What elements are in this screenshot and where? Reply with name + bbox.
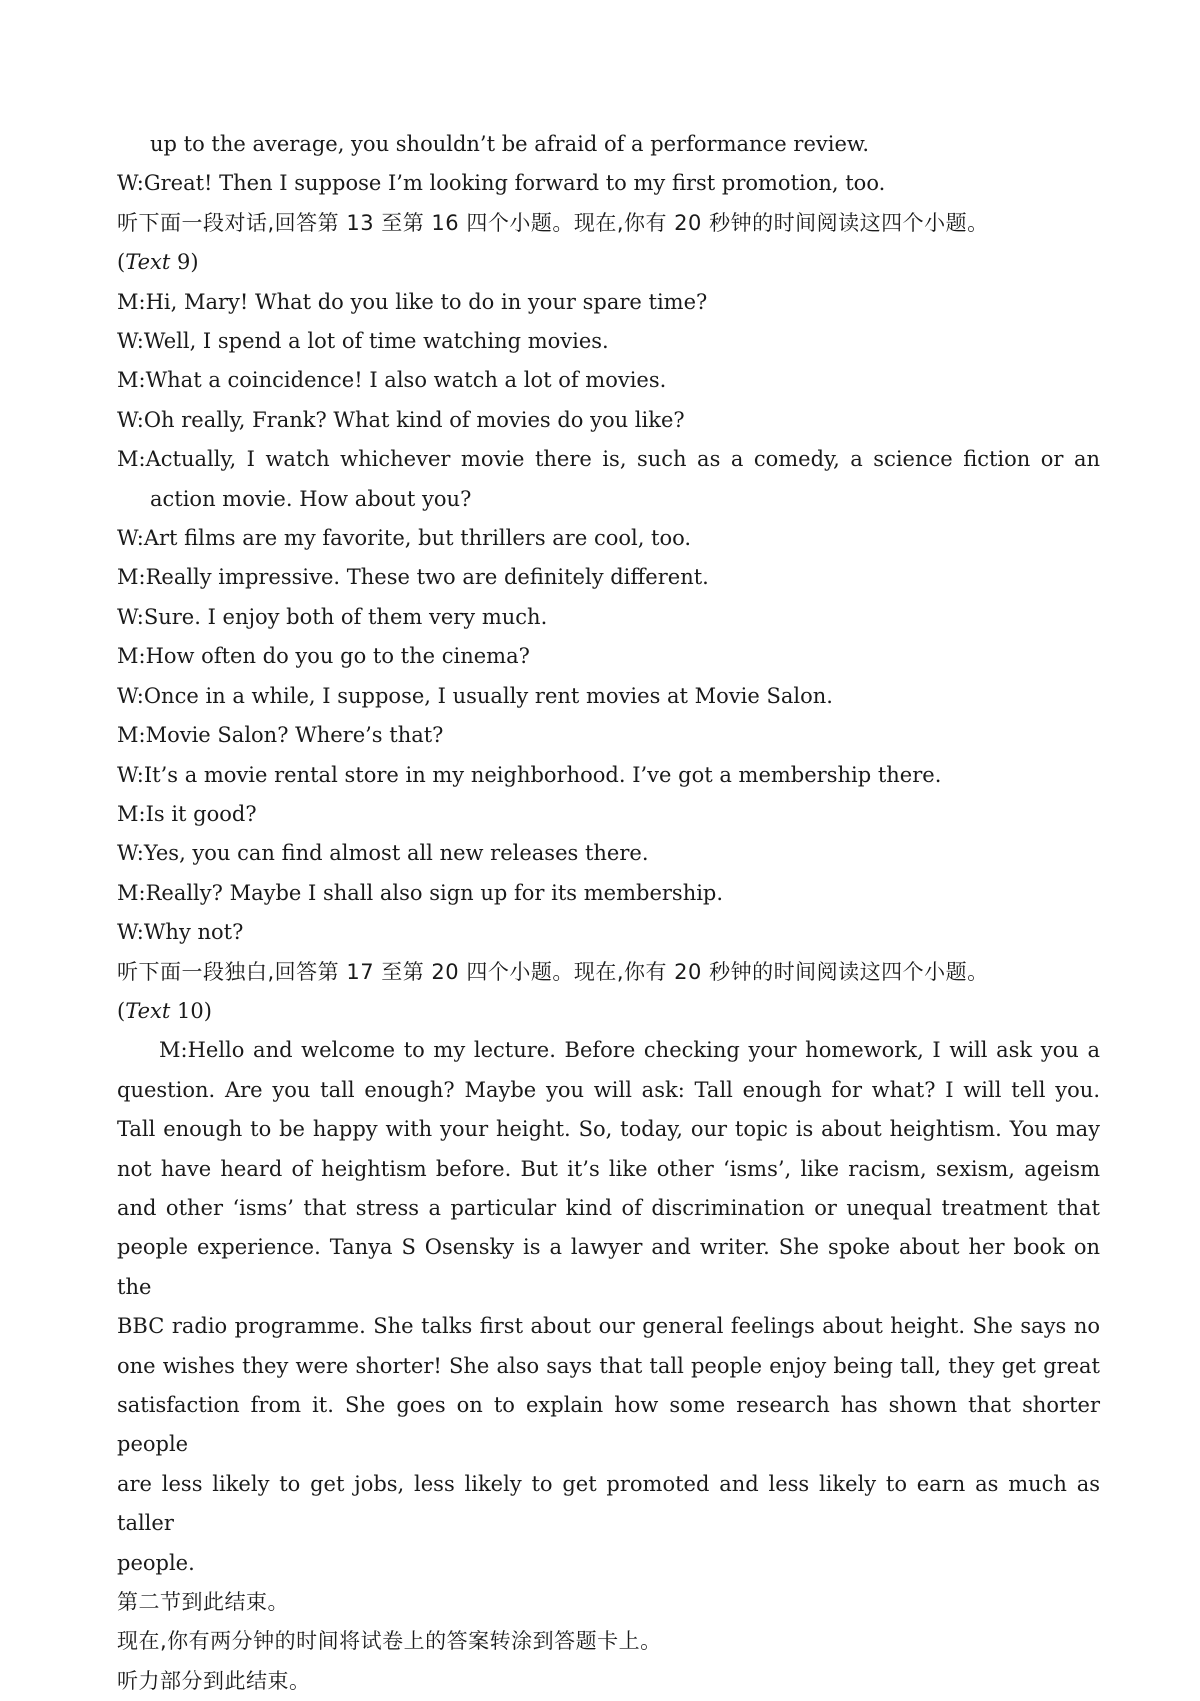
transcript-line: W:Yes, you can find almost all new releases there. xyxy=(117,841,649,866)
transcript-line: W:Why not? xyxy=(117,920,244,945)
transcript-line: M:Movie Salon? Where’s that? xyxy=(117,723,444,748)
transcript-line: M:Hello and welcome to my lecture. Before checking your homework, I will ask you a xyxy=(159,1038,1100,1063)
transcript-line: W:Oh really, Frank? What kind of movies do you like? xyxy=(117,407,685,432)
transcript-line: M:Really impressive. These two are definitely different. xyxy=(117,565,709,590)
section-label: (Text 10) xyxy=(117,998,212,1023)
instruction-line: 听力部分到此结束。 xyxy=(117,1668,311,1693)
transcript-line: BBC radio programme. She talks first about our general feelings about height. She says no xyxy=(117,1314,1100,1339)
transcript-line: up to the average, you shouldn’t be afraid of a performance review. xyxy=(150,132,870,156)
transcript-line: W:Art films are my favorite, but thrillers are cool, too. xyxy=(117,526,692,551)
transcript-line: W:Great! Then I suppose I’m looking forward to my first promotion, too. xyxy=(117,171,886,196)
transcript-line: M:How often do you go to the cinema? xyxy=(117,644,530,669)
instruction-line: 现在,你有两分钟的时间将试卷上的答案转涂到答题卡上。 xyxy=(117,1629,662,1654)
instruction-line: 第二节到此结束。 xyxy=(117,1590,289,1615)
transcript-line: M:What a coincidence! I also watch a lot of movies. xyxy=(117,368,667,393)
transcript-line: M:Is it good? xyxy=(117,801,257,826)
instruction-line: 听下面一段独白,回答第 17 至第 20 四个小题。现在,你有 20 秒钟的时间阅读这四个小题。 xyxy=(117,959,989,984)
transcript-line: M:Really? Maybe I shall also sign up for its membership. xyxy=(117,880,724,905)
transcript-line: Tall enough to be happy with your height. So, today, our topic is about heightism. You may xyxy=(117,1117,1100,1142)
transcript-line: action movie. How about you? xyxy=(150,486,472,511)
transcript-line: question. Are you tall enough? Maybe you will ask: Tall enough for what? I will tell you. xyxy=(117,1077,1100,1102)
transcript-line: W:Once in a while, I suppose, I usually rent movies at Movie Salon. xyxy=(117,683,833,708)
transcript-line: not have heard of heightism before. But it’s like other ‘isms’, like racism, sexism, ageism xyxy=(117,1156,1100,1181)
transcript-line: W:It’s a movie rental store in my neighborhood. I’ve got a membership there. xyxy=(117,762,942,787)
transcript-line: M:Hi, Mary! What do you like to do in your spare time? xyxy=(117,289,708,314)
transcript-line: one wishes they were shorter! She also says that tall people enjoy being tall, they get great xyxy=(117,1353,1100,1378)
transcript-line: M:Actually, I watch whichever movie there is, such as a comedy, a science fiction or an xyxy=(117,447,1100,472)
instruction-line: 听下面一段对话,回答第 13 至第 16 四个小题。现在,你有 20 秒钟的时间阅读这四个小题。 xyxy=(117,210,989,235)
section-label: (Text 9) xyxy=(117,250,199,275)
transcript-body xyxy=(117,125,1100,1701)
transcript-line: W:Well, I spend a lot of time watching movies. xyxy=(117,329,609,354)
transcript-line: are less likely to get jobs, less likely to get promoted and less likely to earn as much as taller xyxy=(117,1471,1100,1536)
transcript-line: people experience. Tanya S Osensky is a lawyer and writer. She spoke about her book on the xyxy=(117,1235,1100,1299)
transcript-line: satisfaction from it. She goes on to explain how some research has shown that shorter people xyxy=(117,1393,1100,1457)
transcript-line: and other ‘isms’ that stress a particular kind of discrimination or unequal treatment that xyxy=(117,1195,1100,1220)
transcript-line: people. xyxy=(117,1550,195,1575)
transcript-line: W:Sure. I enjoy both of them very much. xyxy=(117,604,548,629)
